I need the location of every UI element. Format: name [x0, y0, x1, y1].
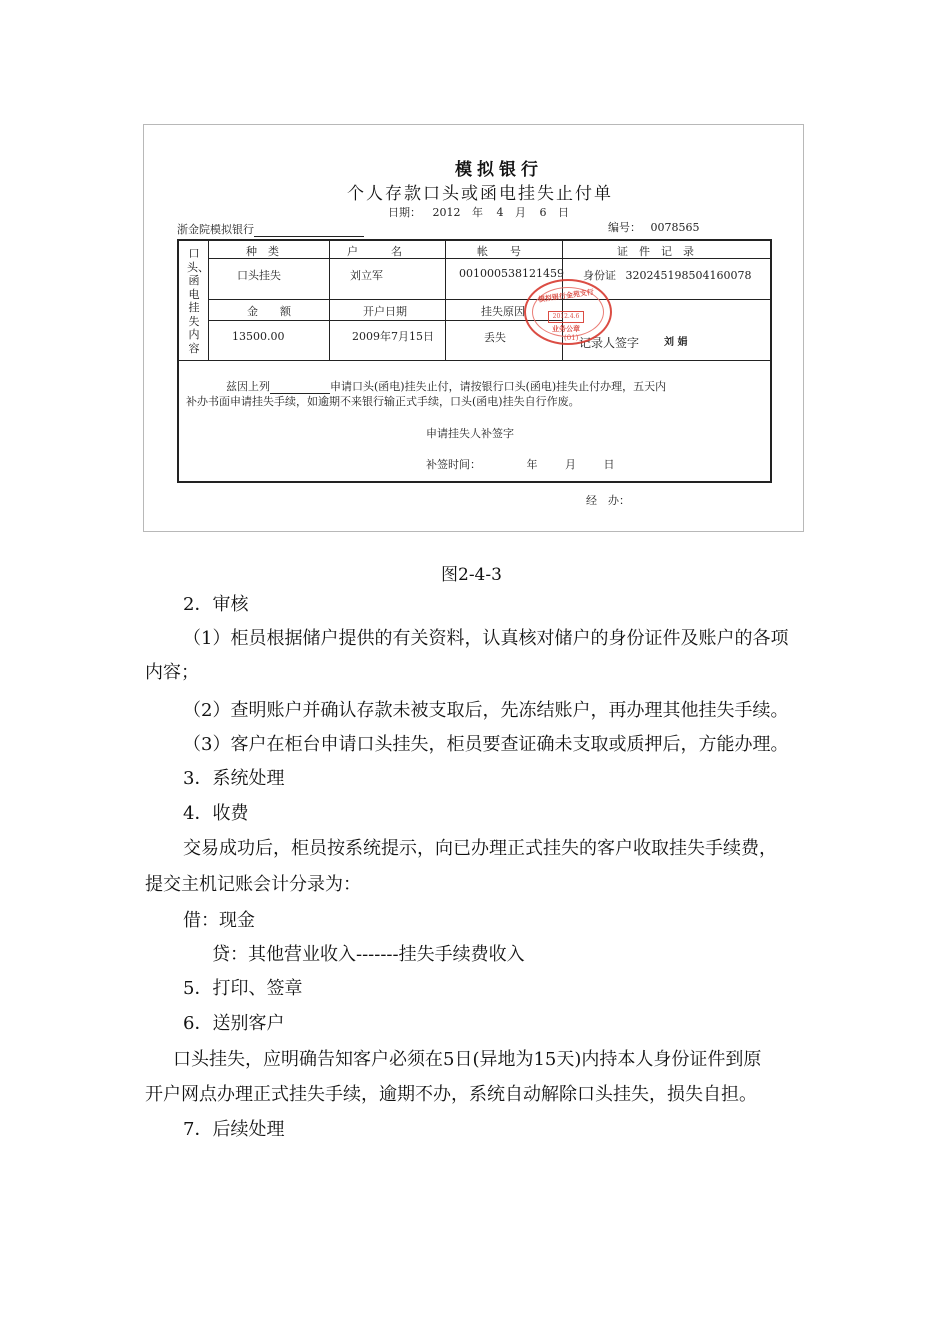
paragraph-line: 6．送别客户	[183, 1013, 285, 1034]
grid-line	[445, 240, 446, 360]
serial-line	[608, 219, 700, 235]
serial-number: 0078565	[650, 221, 700, 234]
notice-part-1: 兹因上列	[226, 380, 270, 393]
day-char: 日	[558, 206, 569, 219]
grid-line	[178, 360, 771, 361]
serial-label: 编号：	[608, 221, 641, 234]
sign-month: 月	[565, 458, 576, 471]
date-label: 日期：	[388, 206, 421, 219]
notice-line-2: 补办书面申请挂失手续，如逾期不来银行输正式手续，口头(函电)挂失自行作废。	[186, 395, 580, 408]
paragraph-line: 开户网点办理正式挂失手续，逾期不办，系统自动解除口头挂失，损失自担。	[145, 1084, 757, 1105]
value-id	[583, 267, 751, 283]
paragraph-line: （3）客户在柜台申请口头挂失，柜员要查证确未支取或质押后，方能办理。	[183, 734, 789, 755]
paragraph-line: 7．后续处理	[183, 1119, 285, 1140]
seal-sub: (01)	[564, 334, 579, 342]
paragraph-line: （2）查明账户并确认存款未被支取后，先冻结账户，再办理其他挂失手续。	[183, 700, 789, 721]
bank-seal	[524, 279, 612, 345]
date-year: 2012	[432, 206, 461, 219]
paragraph-line: 贷：其他营业收入-------挂失手续费收入	[212, 944, 525, 965]
paragraph-line: （1）柜员根据储户提供的有关资料，认真核对储户的身份证件及账户的各项	[183, 628, 789, 649]
date-day: 6	[539, 206, 547, 219]
sign-day: 日	[603, 458, 615, 471]
date-month: 4	[496, 206, 504, 219]
form-title: 个人存款口头或函电挂失止付单	[347, 184, 613, 204]
value-type: 口头挂失	[237, 269, 281, 282]
sign-time	[426, 456, 615, 472]
value-open-date: 2009年7月15日	[352, 330, 434, 343]
recorder-signature: 刘 娟	[664, 337, 688, 348]
sign-year: 年	[526, 458, 538, 471]
month-char: 月	[515, 206, 526, 219]
value-name: 刘立军	[350, 269, 383, 282]
side-label: 口头、函电挂失内容	[187, 247, 209, 355]
header-amount: 金 额	[247, 305, 291, 318]
header-type: 种 类	[246, 245, 279, 258]
header-reason: 挂失原因	[481, 305, 525, 318]
branch-blank	[254, 225, 364, 237]
notice-part-2: 申请口头(函电)挂失止付，请按银行口头(函电)挂失止付办理，五天内	[330, 380, 667, 393]
grid-line	[208, 299, 771, 300]
sign-time-label: 补签时间：	[426, 458, 481, 471]
seal-label: 业务公章	[552, 324, 580, 333]
notice-line-1	[226, 378, 666, 394]
form-date	[388, 204, 569, 220]
header-id-record: 证 件 记 录	[617, 245, 694, 258]
bank-name: 模拟银行	[455, 160, 543, 180]
paragraph-line: 口头挂失，应明确告知客户必须在5日(异地为15天)内持本人身份证件到原	[173, 1049, 762, 1070]
figure-caption: 图2-4-3	[441, 565, 502, 585]
branch-line	[177, 221, 364, 237]
handler-label: 经 办：	[586, 494, 630, 507]
paragraph-line: 4．收费	[183, 803, 249, 824]
paragraph-line: 提交主机记账会计分录为：	[145, 874, 361, 895]
paragraph-line: 借：现金	[183, 910, 255, 931]
value-account: 001000538121459	[459, 267, 564, 280]
id-label: 身份证	[583, 269, 616, 282]
header-account: 帐 号	[477, 245, 521, 258]
year-char: 年	[472, 206, 483, 219]
paragraph-line: 交易成功后，柜员按系统提示，向已办理正式挂失的客户收取挂失手续费，	[183, 838, 777, 859]
recorder-label: 记录人签字	[579, 336, 640, 350]
paragraph-line: 2．审核	[183, 594, 249, 615]
applicant-sign: 申请挂失人补签字	[426, 427, 514, 440]
branch-name: 浙金院模拟银行	[177, 223, 254, 236]
paragraph-line: 3．系统处理	[183, 768, 285, 789]
grid-line	[329, 240, 330, 360]
paragraph-line: 内容；	[145, 662, 199, 683]
header-open-date: 开户日期	[363, 305, 407, 318]
value-reason: 丢失	[484, 331, 506, 344]
header-name: 户 名	[347, 245, 402, 258]
seal-ring-text: 模拟银行金苑支行	[537, 287, 595, 304]
paragraph-line: 5．打印、签章	[183, 978, 303, 999]
seal-date: 2012.4.6	[548, 311, 584, 323]
id-number: 320245198504160078	[625, 269, 752, 282]
grid-line	[208, 320, 563, 321]
value-amount: 13500.00	[232, 330, 285, 343]
